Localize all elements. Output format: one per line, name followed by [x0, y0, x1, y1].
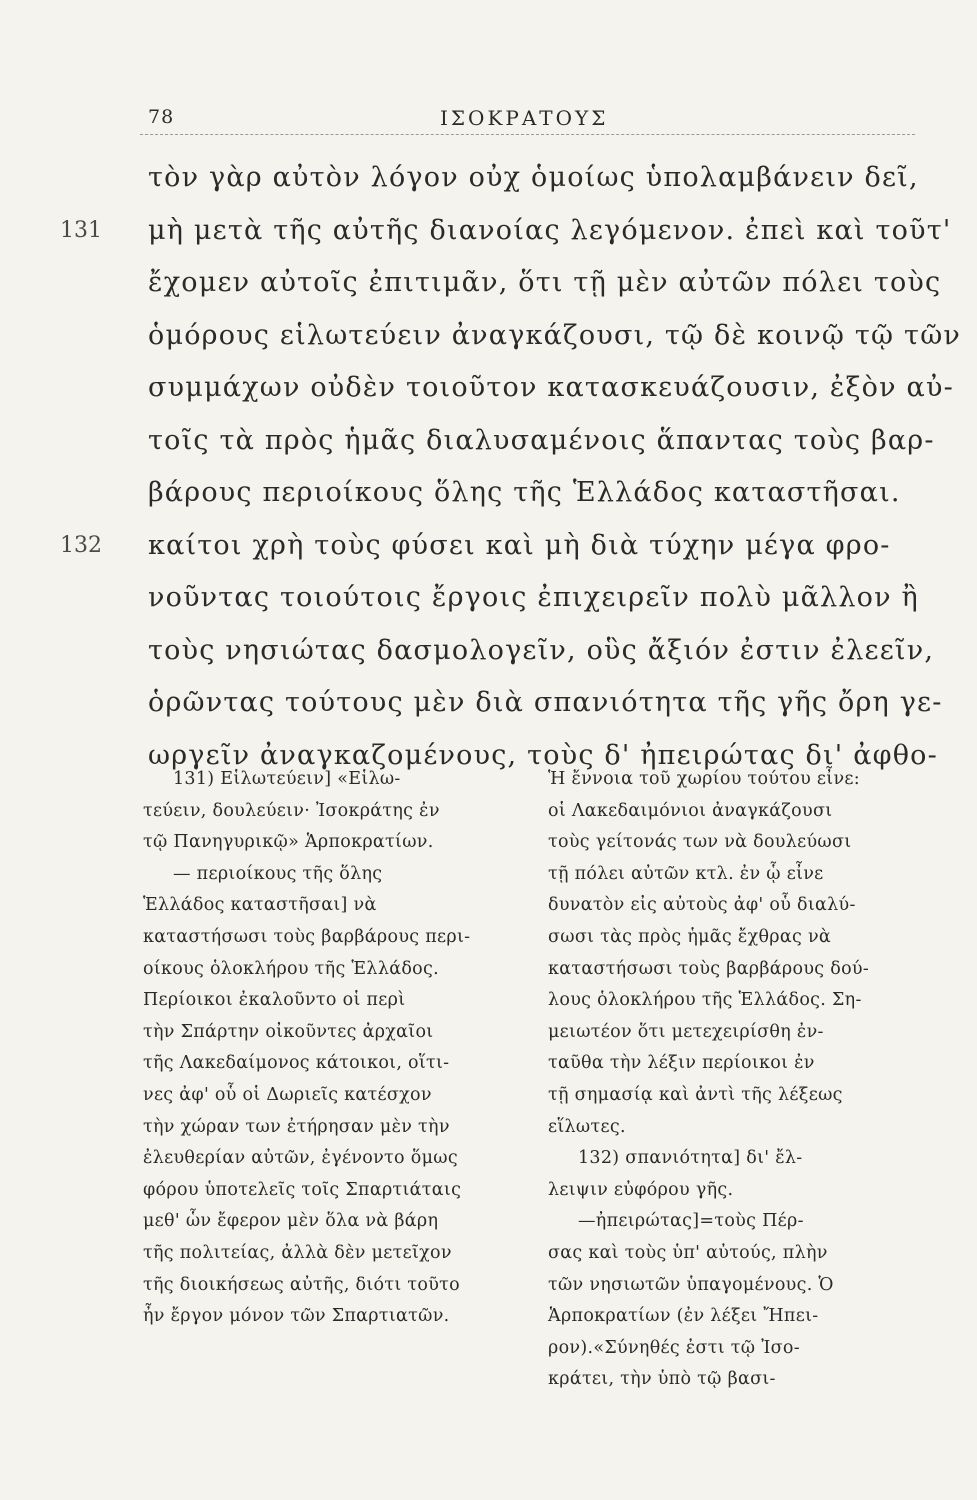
footnote-line: 131) Εἱλωτεύειν] «Εἱλω-: [173, 769, 401, 789]
footnote-line: ἐλευθερίαν αὐτῶν, ἐγένοντο ὅμως: [143, 1148, 458, 1169]
footnote-line: δυνατὸν εἰς αὐτοὺς ἀφ' οὗ διαλύ-: [548, 895, 856, 916]
footnote-line: τοὺς γείτονάς των νὰ δουλεύωσι: [548, 832, 852, 853]
footnotes-left-column: [143, 764, 528, 1333]
footnote-line: σας καὶ τοὺς ὑπ' αὐτούς, πλὴν: [548, 1242, 828, 1263]
main-text-content: καίτοι χρὴ τοὺς φύσει καὶ μὴ διὰ τύχην μέγα φρο-: [148, 529, 891, 561]
main-text-line: [60, 625, 960, 678]
running-head: ΙΣΟΚΡΑΤΟΥΣ: [440, 106, 609, 130]
main-text-content: ὁμόρους εἱλωτεύειν ἀναγκάζουσι, τῷ δὲ κοινῷ τῷ τῶν: [148, 319, 962, 351]
footnote-line: τῆς πολιτείας, ἀλλὰ δὲν μετεῖχον: [143, 1242, 452, 1263]
main-text-line: [60, 467, 960, 520]
footnote-line: οίκους ὁλοκλήρου τῆς Ἑλλάδος.: [143, 958, 439, 979]
main-text-content: συμμάχων οὐδὲν τοιοῦτον κατασκευάζουσιν, ἐξὸν αὐ-: [148, 372, 954, 403]
main-text-line: [60, 362, 960, 415]
main-text-content: βάρους περιοίκους ὅλης τῆς Ἑλλάδος καταστῆσαι.: [148, 477, 901, 508]
main-text-line: [60, 152, 960, 205]
footnote-line: οἱ Λακεδαιμόνιοι ἀναγκάζουσι: [548, 800, 833, 821]
footnote-line: τῇ σημασίᾳ καὶ ἀντὶ τῆς λέξεως: [548, 1084, 843, 1105]
footnote-line: μειωτέον ὅτι μετεχειρίσθη ἐν-: [548, 1021, 824, 1042]
footnote-line: Ἁρποκρατίων (ἐν λέξει Ἤπει-: [548, 1306, 819, 1327]
footnote-line: — περιοίκους τῆς ὅλης: [173, 863, 383, 884]
footnote-line: ρον).«Σύνηθές ἐστι τῷ Ἰσο-: [548, 1337, 800, 1358]
main-text-line: [60, 205, 960, 258]
footnote-line: κράτει, τὴν ὑπὸ τῷ βασι-: [548, 1369, 776, 1390]
main-text-line: [60, 310, 960, 363]
main-text-line: [60, 520, 960, 573]
footnote-line: τῆς Λακεδαίμονος κάτοικοι, οἵτι-: [143, 1053, 450, 1074]
main-text-line: [60, 677, 960, 730]
footnote-line: φόρου ὑποτελεῖς τοῖς Σπαρτιάταις: [143, 1179, 462, 1200]
section-number: 132: [60, 532, 102, 558]
footnote-line: Ἑλλάδος καταστῆσαι] νὰ: [143, 895, 377, 916]
footnote-line: ἦν ἔργον μόνον τῶν Σπαρτιατῶν.: [143, 1306, 450, 1327]
footnote-line: τὴν χώραν των ἐτήρησαν μὲν τὴν: [143, 1116, 450, 1137]
footnotes-right-column: [548, 764, 933, 1396]
footnote-line: ταῦθα τὴν λέξιν περίοικοι ἐν: [548, 1053, 815, 1074]
footnote-line: τῷ Πανηγυρικῷ» Ἁρποκρατίων.: [143, 832, 434, 853]
main-text-content: νοῦντας τοιούτοις ἔργοις ἐπιχειρεῖν πολὺ μᾶλλον ἢ: [148, 582, 919, 613]
footnote-line: τεύειν, δουλεύειν· Ἰσοκράτης ἐν: [143, 800, 440, 821]
main-text-line: [60, 415, 960, 468]
footnote-line: τῆς διοικήσεως αὐτῆς, διότι τοῦτο: [143, 1274, 460, 1295]
main-text-content: ωργεῖν ἀναγκαζομένους, τοὺς δ' ἠπειρώτας δι' ἀφθο-: [148, 739, 938, 771]
footnote-line: εἵλωτες.: [548, 1116, 626, 1137]
footnote-line: τὴν Σπάρτην οἰκοῦντες ἀρχαῖοι: [143, 1021, 434, 1042]
main-text-content: τὸν γὰρ αὐτὸν λόγον οὐχ ὁμοίως ὑπολαμβάνειν δεῖ,: [148, 162, 919, 193]
main-text-content: τοῖς τὰ πρὸς ἡμᾶς διαλυσαμένοις ἅπαντας τοὺς βαρ-: [148, 424, 935, 456]
main-text-content: μὴ μετὰ τῆς αὐτῆς διανοίας λεγόμενον. ἐπεὶ καὶ τοῦτ': [148, 214, 952, 246]
main-text-content: ἔχομεν αὐτοῖς ἐπιτιμᾶν, ὅτι τῇ μὲν αὐτῶν πόλει τοὺς: [148, 267, 942, 298]
main-text-content: ὁρῶντας τούτους μὲν διὰ σπανιότητα τῆς γῆς ὄρη γε-: [148, 687, 943, 718]
footnote-line: 132) σπανιότητα] δι' ἔλ-: [578, 1148, 803, 1169]
footnote-line: λους ὁλοκλήρου τῆς Ἑλλάδος. Ση-: [548, 990, 862, 1011]
footnote-line: Περίοικοι ἐκαλοῦντο οἱ περὶ: [143, 990, 406, 1011]
section-number: 131: [60, 217, 102, 243]
main-text-line: [60, 572, 960, 625]
header-rule: [140, 134, 915, 135]
footnote-line: καταστήσωσι τοὺς βαρβάρους δού-: [548, 958, 870, 979]
footnote-line: τῇ πόλει αὐτῶν κτλ. ἐν ᾧ εἶνε: [548, 863, 824, 884]
footnote-line: λειψιν εὐφόρου γῆς.: [548, 1179, 734, 1200]
footnote-line: Ἡ ἔννοια τοῦ χωρίου τούτου εἶνε:: [548, 769, 860, 789]
page-number: 78: [148, 106, 175, 128]
footnote-line: καταστήσωσι τοὺς βαρβάρους περι-: [143, 926, 471, 947]
footnote-line: τῶν νησιωτῶν ὑπαγομένους. Ὁ: [548, 1274, 834, 1295]
page-header: [140, 100, 920, 140]
footnote-line: σωσι τὰς πρὸς ἡμᾶς ἔχθρας νὰ: [548, 926, 832, 947]
main-text-content: τοὺς νησιώτας δασμολογεῖν, οὓς ἄξιόν ἐστιν ἐλεεῖν,: [148, 634, 935, 666]
footnote-line: μεθ' ὧν ἔφερον μὲν ὅλα νὰ βάρη: [143, 1211, 439, 1232]
footnote-line: νες ἀφ' οὗ οἱ Δωριεῖς κατέσχον: [143, 1084, 432, 1105]
main-text: [60, 152, 960, 782]
main-text-line: [60, 257, 960, 310]
footnote-line: —ἠπειρώτας]=τοὺς Πέρ-: [578, 1211, 804, 1232]
